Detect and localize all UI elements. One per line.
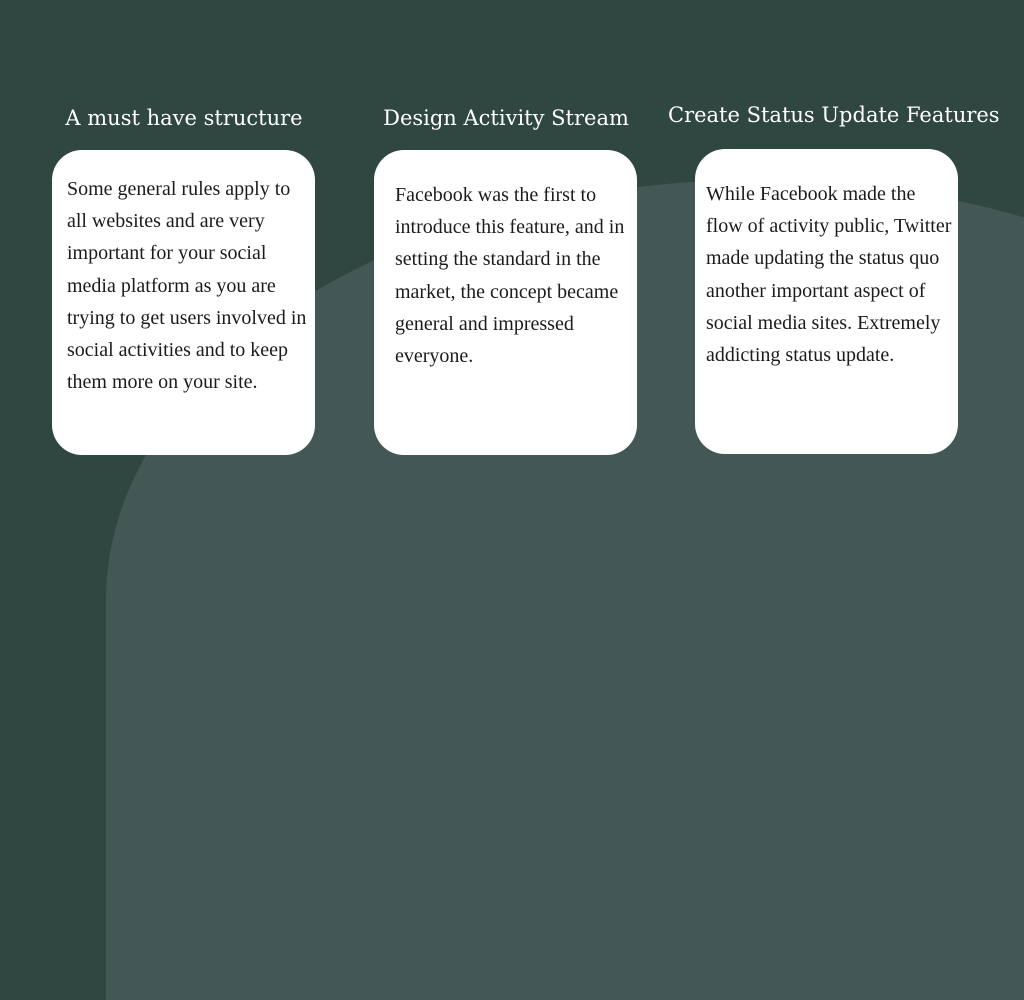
card-body-text: Facebook was the first to introduce this feature, and in setting the standard in the market, the concept became general and impressed everyone. xyxy=(395,184,625,368)
column-title: A must have structure xyxy=(65,106,303,130)
info-card xyxy=(52,150,315,455)
column-title: Create Status Update Features xyxy=(668,103,1000,127)
info-card xyxy=(374,150,637,455)
column-title: Design Activity Stream xyxy=(383,106,629,130)
card-body-text: While Facebook made the flow of activity public, Twitter made updating the status quo another important aspect of social media sites. Extremely addicting status update. xyxy=(706,183,952,367)
card-body-text: Some general rules apply to all websites and are very important for your social media platform as you are trying to get users involved in social activities and to keep them more on your site. xyxy=(67,178,307,394)
info-card xyxy=(695,149,958,454)
